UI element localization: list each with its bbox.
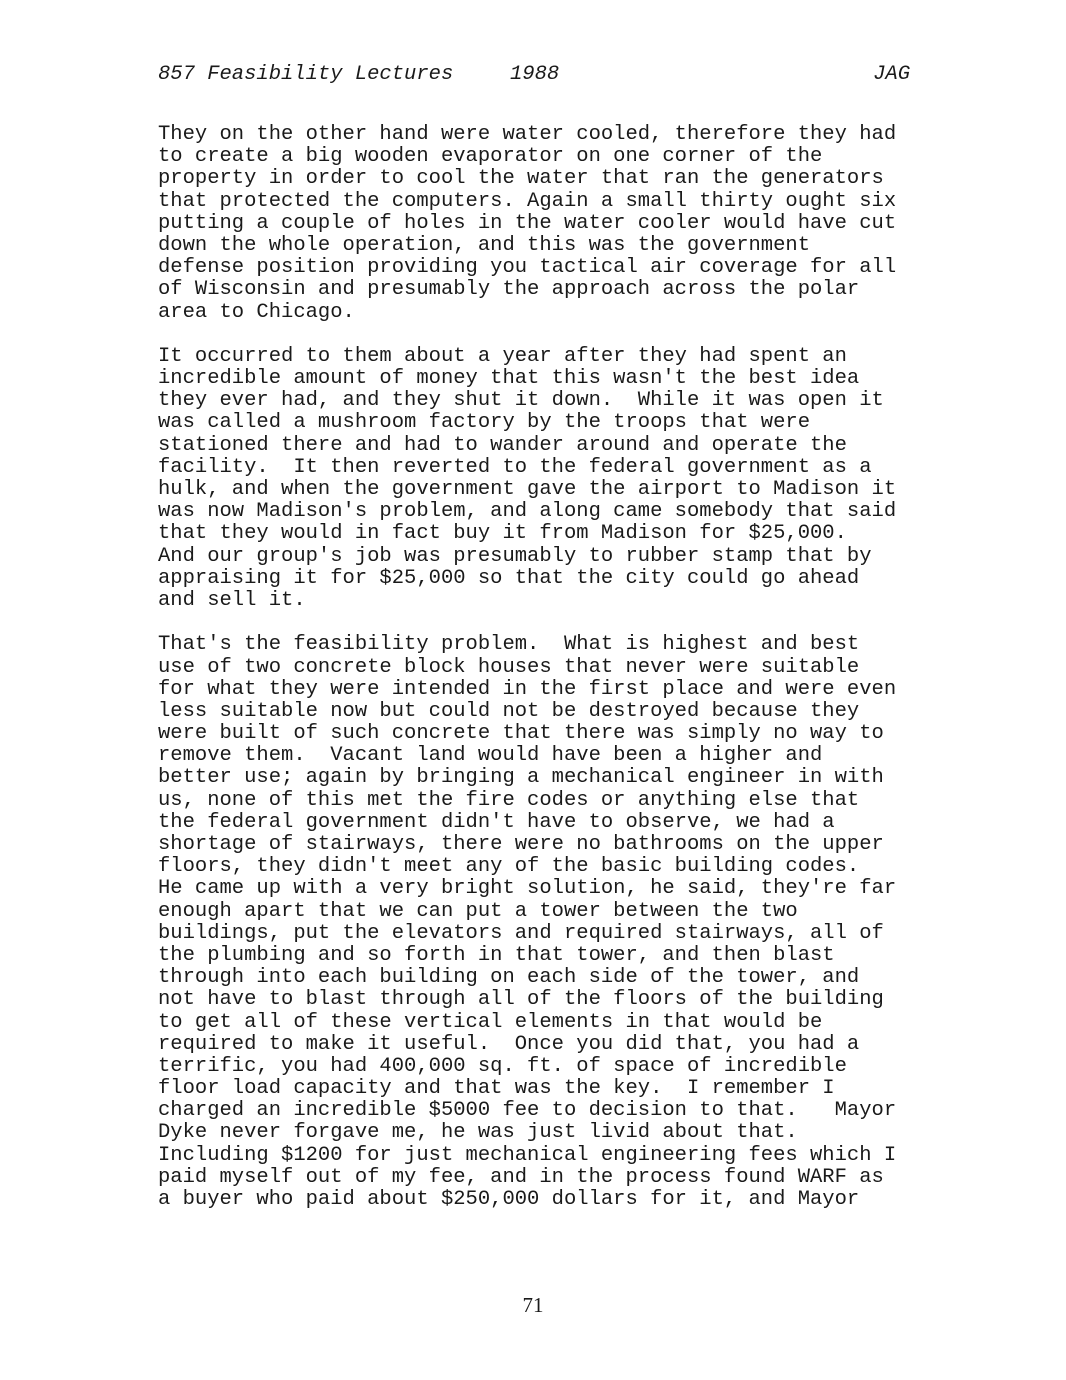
paragraph: [158, 346, 918, 612]
text-line: That's the feasibility problem. What is highest and best: [158, 633, 860, 657]
text-line: paid myself out of my fee, and in the process found WARF as: [158, 1165, 884, 1189]
text-line: defense position providing you tactical air coverage for all: [158, 256, 897, 280]
text-line: Including $1200 for just mechanical engineering fees which I: [158, 1143, 897, 1167]
text-line: buildings, put the elevators and required stairways, all of: [158, 921, 884, 945]
text-line: stationed there and had to wander around and operate the: [158, 433, 847, 457]
text-line: hulk, and when the government gave the airport to Madison it: [158, 478, 897, 501]
text-line: better use; again by bringing a mechanical engineer in with: [158, 766, 884, 790]
text-line: incredible amount of money that this wasn't the best idea: [158, 367, 860, 391]
body-text: [158, 124, 918, 1233]
text-line: shortage of stairways, there were no bathrooms on the upper: [158, 833, 884, 856]
text-line: the plumbing and so forth in that tower, and then blast: [158, 943, 835, 967]
text-line: putting a couple of holes in the water cooler would have cut: [158, 211, 897, 235]
paragraph: [158, 634, 918, 1211]
text-line: down the whole operation, and this was the government: [158, 233, 811, 257]
text-line: of Wisconsin and presumably the approach across the polar: [158, 278, 860, 302]
text-line: area to Chicago.: [158, 300, 355, 324]
text-line: to get all of these vertical elements in that would be: [158, 1010, 823, 1034]
text-line: a buyer who paid about $250,000 dollars for it, and Mayor: [158, 1188, 860, 1211]
text-line: It occurred to them about a year after they had spent an: [158, 344, 847, 368]
text-line: floors, they didn't meet any of the basic building codes.: [158, 855, 860, 879]
text-line: was called a mushroom factory by the troops that were: [158, 411, 811, 435]
text-line: they ever had, and they shut it down. While it was open it: [158, 389, 884, 413]
text-line: Dyke never forgave me, he was just livid about that.: [158, 1121, 798, 1145]
page-number: 71: [522, 1293, 544, 1317]
text-line: charged an incredible $5000 fee to decision to that. Mayor: [158, 1099, 897, 1123]
text-line: was now Madison's problem, and along came somebody that said: [158, 500, 897, 524]
text-line: that they would in fact buy it from Madison for $25,000.: [158, 522, 847, 546]
header-year: 1988: [510, 63, 560, 86]
text-line: appraising it for $25,000 so that the city could go ahead: [158, 566, 860, 590]
paragraph: [158, 124, 918, 324]
text-line: He came up with a very bright solution, he said, they're far: [158, 877, 897, 901]
page-header: [158, 62, 910, 88]
text-line: required to make it useful. Once you did that, you had a: [158, 1032, 860, 1056]
text-line: for what they were intended in the first place and were even: [158, 677, 897, 701]
text-line: facility. It then reverted to the federal government as a: [158, 455, 872, 479]
text-line: And our group's job was presumably to rubber stamp that by: [158, 544, 872, 568]
text-line: They on the other hand were water cooled, therefore they had: [158, 123, 897, 146]
text-line: and sell it.: [158, 588, 306, 612]
text-line: enough apart that we can put a tower between the two: [158, 899, 798, 923]
text-line: that protected the computers. Again a small thirty ought six: [158, 189, 897, 213]
text-line: less suitable now but could not be destroyed because they: [158, 699, 860, 723]
text-line: use of two concrete block houses that never were suitable: [158, 655, 860, 679]
text-line: remove them. Vacant land would have been a higher and: [158, 744, 823, 768]
text-line: the federal government didn't have to observe, we had a: [158, 810, 835, 834]
text-line: not have to blast through all of the floors of the building: [158, 988, 884, 1012]
text-line: terrific, you had 400,000 sq. ft. of space of incredible: [158, 1054, 847, 1078]
header-title: 857 Feasibility Lectures: [158, 63, 454, 86]
text-line: floor load capacity and that was the key. I remember I: [158, 1077, 835, 1101]
text-line: through into each building on each side of the tower, and: [158, 966, 860, 990]
text-line: us, none of this met the fire codes or anything else that: [158, 788, 860, 812]
text-line: property in order to cool the water that ran the generators: [158, 167, 884, 191]
header-initials: JAG: [873, 63, 910, 86]
text-line: were built of such concrete that there was simply no way to: [158, 722, 884, 746]
text-line: to create a big wooden evaporator on one corner of the: [158, 145, 823, 169]
